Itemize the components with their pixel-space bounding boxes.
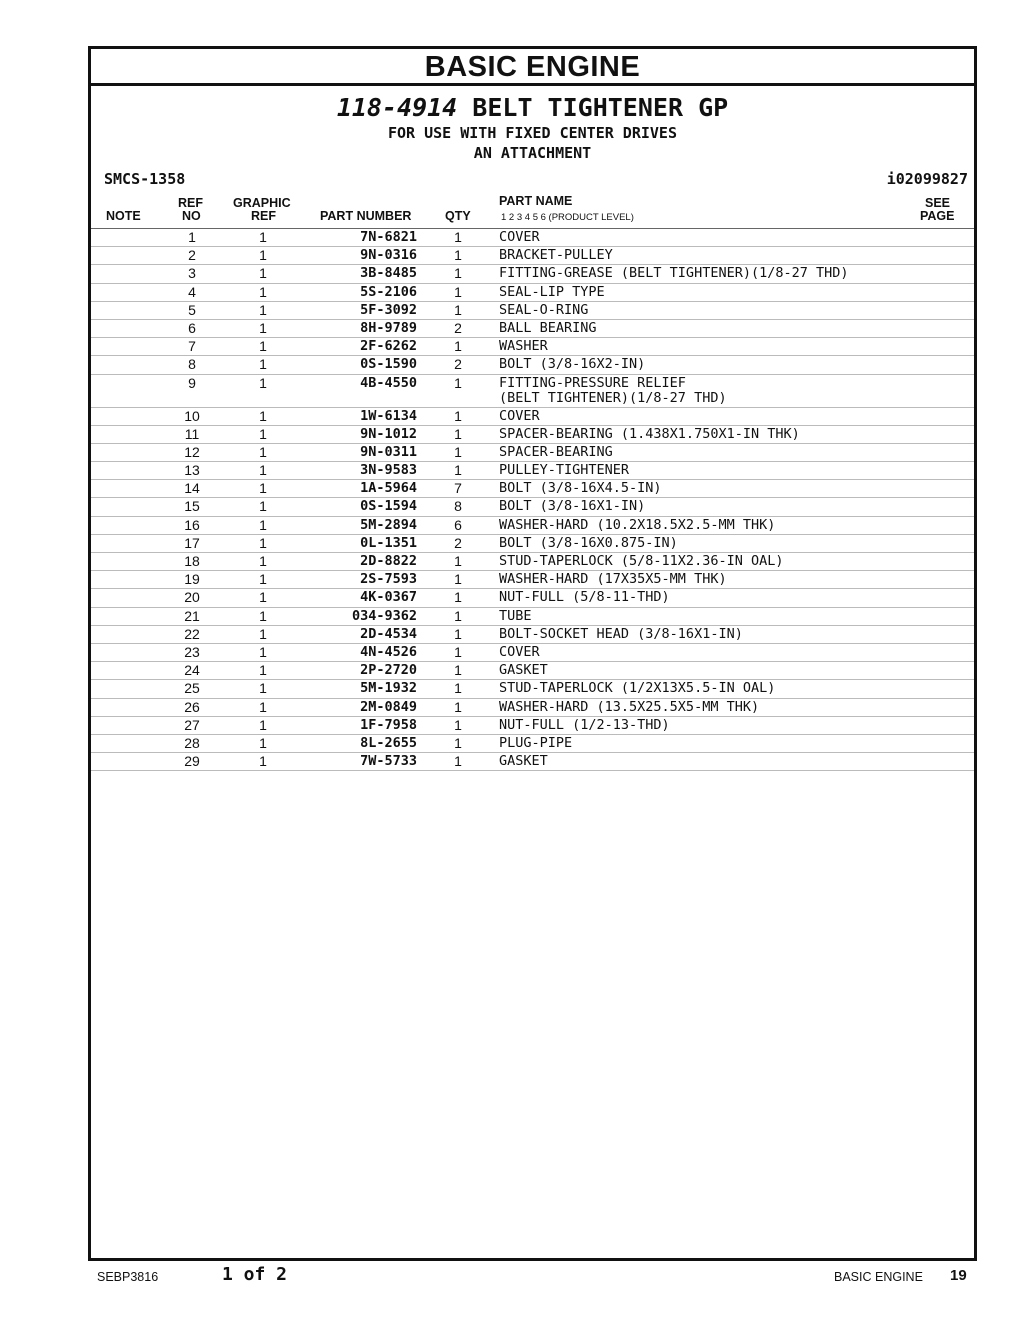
part-name: WASHER — [499, 338, 548, 355]
ref-no: 22 — [184, 625, 200, 642]
col-ref-top: REF — [178, 196, 203, 210]
part-number: 3N-9583 — [360, 462, 417, 479]
qty: 1 — [454, 734, 462, 751]
qty: 1 — [454, 425, 462, 442]
table-row — [91, 662, 974, 680]
col-see-bottom: PAGE — [920, 209, 955, 223]
part-name: NUT-FULL (1/2-13-THD) — [499, 716, 670, 733]
part-number: 8L-2655 — [360, 734, 417, 751]
footer-doc-id: SEBP3816 — [97, 1270, 159, 1284]
qty: 1 — [454, 571, 462, 588]
part-name: PULLEY-TIGHTENER — [499, 462, 630, 479]
ref-no: 17 — [184, 534, 200, 551]
part-name: TUBE — [499, 607, 532, 624]
part-name: BOLT (3/8-16X4.5-IN) — [499, 480, 662, 497]
graphic-ref: 1 — [259, 247, 267, 264]
group-header — [91, 86, 974, 188]
ref-no: 15 — [184, 498, 200, 515]
ref-no: 9 — [188, 374, 196, 391]
ref-no: 25 — [184, 680, 200, 697]
page-footer — [0, 1262, 1020, 1290]
subtitle-line-1: FOR USE WITH FIXED CENTER DRIVES — [388, 124, 677, 142]
part-number: 4N-4526 — [360, 643, 417, 660]
part-name: GASKET — [499, 753, 548, 770]
graphic-ref: 1 — [259, 374, 267, 391]
footer-section: BASIC ENGINE — [834, 1270, 923, 1284]
qty: 1 — [454, 589, 462, 606]
col-see-top: SEE — [925, 196, 951, 210]
part-number: 2D-8822 — [360, 553, 417, 569]
ref-no: 5 — [188, 301, 196, 318]
part-name: COVER — [499, 643, 540, 660]
graphic-ref: 1 — [259, 407, 267, 424]
part-name: COVER — [499, 407, 540, 424]
part-number: 2D-4534 — [360, 625, 417, 642]
qty: 1 — [454, 553, 462, 569]
part-name: SEAL-O-RING — [499, 301, 589, 318]
graphic-ref: 1 — [259, 265, 267, 282]
table-row — [91, 444, 974, 462]
ref-no: 19 — [184, 571, 200, 588]
graphic-ref: 1 — [259, 753, 267, 770]
qty: 2 — [454, 534, 462, 551]
subtitle-line-2: AN ATTACHMENT — [473, 144, 592, 162]
part-number: 0L-1351 — [360, 534, 417, 551]
qty: 1 — [454, 607, 462, 624]
part-number: 2M-0849 — [360, 698, 417, 715]
part-name: BOLT-SOCKET HEAD (3/8-16X1-IN) — [499, 625, 743, 642]
table-row — [91, 535, 974, 553]
table-row — [91, 753, 974, 771]
graphic-ref: 1 — [259, 498, 267, 515]
graphic-ref: 1 — [259, 553, 267, 569]
group-part-number: 118-4914 — [336, 93, 458, 122]
qty: 1 — [454, 625, 462, 642]
part-name: COVER — [499, 229, 540, 245]
qty: 1 — [454, 247, 462, 264]
part-name: BALL BEARING — [499, 319, 597, 336]
ref-no: 21 — [184, 607, 200, 624]
table-row — [91, 680, 974, 698]
table-row — [91, 375, 974, 408]
table-row — [91, 498, 974, 516]
qty: 1 — [454, 374, 462, 391]
table-row — [91, 229, 974, 247]
part-number: 0S-1590 — [360, 356, 417, 373]
graphic-ref: 1 — [259, 534, 267, 551]
part-number: 8H-9789 — [360, 319, 417, 336]
graphic-ref: 1 — [259, 283, 267, 300]
qty: 6 — [454, 516, 462, 533]
ref-no: 10 — [184, 407, 200, 424]
part-number: 5M-1932 — [360, 680, 417, 697]
qty: 1 — [454, 643, 462, 660]
part-name: FITTING-GREASE (BELT TIGHTENER)(1/8-27 THD) — [499, 265, 849, 282]
part-number: 2S-7593 — [360, 571, 417, 588]
col-graphic-bottom: REF — [251, 209, 276, 223]
part-number: 2P-2720 — [360, 662, 417, 679]
ref-no: 3 — [188, 265, 196, 282]
part-number: 1A-5964 — [360, 480, 417, 497]
graphic-ref: 1 — [259, 643, 267, 660]
ref-no: 14 — [184, 480, 200, 497]
qty: 2 — [454, 319, 462, 336]
graphic-ref: 1 — [259, 443, 267, 460]
graphic-ref: 1 — [259, 462, 267, 479]
part-name: SPACER-BEARING (1.438X1.750X1-IN THK) — [499, 425, 800, 442]
qty: 7 — [454, 480, 462, 497]
graphic-ref: 1 — [259, 607, 267, 624]
graphic-ref: 1 — [259, 356, 267, 373]
part-number: 9N-0311 — [360, 443, 417, 460]
table-row — [91, 644, 974, 662]
col-part-number: PART NUMBER — [320, 209, 412, 223]
qty: 1 — [454, 753, 462, 770]
ref-no: 13 — [184, 462, 200, 479]
table-row — [91, 517, 974, 535]
group-title — [91, 94, 974, 122]
table-row — [91, 735, 974, 753]
col-product-levels: 1 2 3 4 5 6 (PRODUCT LEVEL) — [501, 212, 634, 223]
smcs-code: SMCS-1358 — [104, 170, 186, 188]
graphic-ref: 1 — [259, 516, 267, 533]
ref-no: 26 — [184, 698, 200, 715]
graphic-ref: 1 — [259, 589, 267, 606]
qty: 1 — [454, 265, 462, 282]
part-number: 2F-6262 — [360, 338, 417, 355]
table-row — [91, 571, 974, 589]
graphic-ref: 1 — [259, 662, 267, 679]
part-number: 5F-3092 — [360, 301, 417, 318]
ref-no: 4 — [188, 283, 196, 300]
ref-no: 2 — [188, 247, 196, 264]
graphic-ref: 1 — [259, 625, 267, 642]
table-row — [91, 462, 974, 480]
part-number: 9N-0316 — [360, 247, 417, 264]
qty: 1 — [454, 338, 462, 355]
ref-no: 6 — [188, 319, 196, 336]
part-name: BRACKET-PULLEY — [499, 247, 613, 264]
graphic-ref: 1 — [259, 338, 267, 355]
part-name: BOLT (3/8-16X1-IN) — [499, 498, 646, 515]
ref-no: 7 — [188, 338, 196, 355]
qty: 1 — [454, 698, 462, 715]
ref-no: 18 — [184, 553, 200, 569]
ref-no: 12 — [184, 443, 200, 460]
table-header — [91, 188, 974, 229]
table-row — [91, 338, 974, 356]
qty: 1 — [454, 283, 462, 300]
table-row — [91, 320, 974, 338]
part-name: PLUG-PIPE — [499, 734, 573, 751]
part-name-line-2: (BELT TIGHTENER)(1/8-27 THD) — [499, 389, 727, 406]
qty: 8 — [454, 498, 462, 515]
table-row — [91, 302, 974, 320]
ref-no: 11 — [184, 425, 200, 442]
part-name: NUT-FULL (5/8-11-THD) — [499, 589, 670, 606]
part-name: WASHER-HARD (13.5X25.5X5-MM THK) — [499, 698, 760, 715]
ref-no: 8 — [188, 356, 196, 373]
table-row — [91, 408, 974, 426]
ref-no: 23 — [184, 643, 200, 660]
section-title: BASIC ENGINE — [91, 49, 974, 86]
table-row — [91, 717, 974, 735]
table-row — [91, 553, 974, 571]
part-number: 7W-5733 — [360, 753, 417, 770]
parts-page-frame — [88, 46, 977, 1261]
graphic-ref: 1 — [259, 571, 267, 588]
qty: 1 — [454, 680, 462, 697]
col-note: NOTE — [106, 209, 141, 223]
qty: 2 — [454, 356, 462, 373]
ref-no: 24 — [184, 662, 200, 679]
graphic-ref: 1 — [259, 680, 267, 697]
part-name: FITTING-PRESSURE RELIEF — [499, 374, 686, 391]
qty: 1 — [454, 407, 462, 424]
part-name: SEAL-LIP TYPE — [499, 283, 605, 300]
ref-no: 29 — [184, 753, 200, 770]
table-row — [91, 356, 974, 374]
group-name: BELT TIGHTENER GP — [472, 93, 729, 122]
part-number: 1F-7958 — [360, 716, 417, 733]
part-number: 4B-4550 — [360, 374, 417, 391]
qty: 1 — [454, 716, 462, 733]
footer-page-of: 1 of 2 — [222, 1264, 288, 1285]
ref-no: 20 — [184, 589, 200, 606]
col-ref-bottom: NO — [182, 209, 201, 223]
ref-no: 28 — [184, 734, 200, 751]
qty: 1 — [454, 229, 462, 245]
info-id: i02099827 — [886, 170, 968, 188]
col-part-name: PART NAME — [499, 194, 573, 208]
part-number: 5S-2106 — [360, 283, 417, 300]
ref-no: 27 — [184, 716, 200, 733]
part-number: 3B-8485 — [360, 265, 417, 282]
table-row — [91, 426, 974, 444]
part-number: 1W-6134 — [360, 407, 417, 424]
table-row — [91, 480, 974, 498]
graphic-ref: 1 — [259, 698, 267, 715]
graphic-ref: 1 — [259, 229, 267, 245]
part-name: SPACER-BEARING — [499, 443, 613, 460]
col-graphic-top: GRAPHIC — [233, 196, 291, 210]
table-row — [91, 699, 974, 717]
qty: 1 — [454, 462, 462, 479]
table-row — [91, 626, 974, 644]
table-row — [91, 589, 974, 607]
graphic-ref: 1 — [259, 301, 267, 318]
part-number: 0S-1594 — [360, 498, 417, 515]
ref-no: 16 — [184, 516, 200, 533]
qty: 1 — [454, 301, 462, 318]
table-row — [91, 247, 974, 265]
part-name: BOLT (3/8-16X0.875-IN) — [499, 534, 678, 551]
graphic-ref: 1 — [259, 480, 267, 497]
col-qty: QTY — [445, 209, 471, 223]
part-number: 034-9362 — [351, 607, 417, 624]
graphic-ref: 1 — [259, 319, 267, 336]
table-row — [91, 265, 974, 283]
part-name: GASKET — [499, 662, 548, 679]
table-row — [91, 284, 974, 302]
qty: 1 — [454, 443, 462, 460]
parts-list — [91, 229, 974, 771]
part-name: WASHER-HARD (10.2X18.5X2.5-MM THK) — [499, 516, 776, 533]
part-name: BOLT (3/8-16X2-IN) — [499, 356, 646, 373]
part-number: 7N-6821 — [360, 229, 417, 245]
footer-page-number: 19 — [950, 1267, 967, 1284]
part-number: 5M-2894 — [360, 516, 417, 533]
part-name: STUD-TAPERLOCK (1/2X13X5.5-IN OAL) — [499, 680, 776, 697]
ref-no: 1 — [188, 229, 196, 245]
part-number: 4K-0367 — [360, 589, 417, 606]
part-name: WASHER-HARD (17X35X5-MM THK) — [499, 571, 727, 588]
graphic-ref: 1 — [259, 716, 267, 733]
graphic-ref: 1 — [259, 425, 267, 442]
graphic-ref: 1 — [259, 734, 267, 751]
part-number: 9N-1012 — [360, 425, 417, 442]
part-name: STUD-TAPERLOCK (5/8-11X2.36-IN OAL) — [499, 553, 784, 569]
table-row — [91, 608, 974, 626]
qty: 1 — [454, 662, 462, 679]
